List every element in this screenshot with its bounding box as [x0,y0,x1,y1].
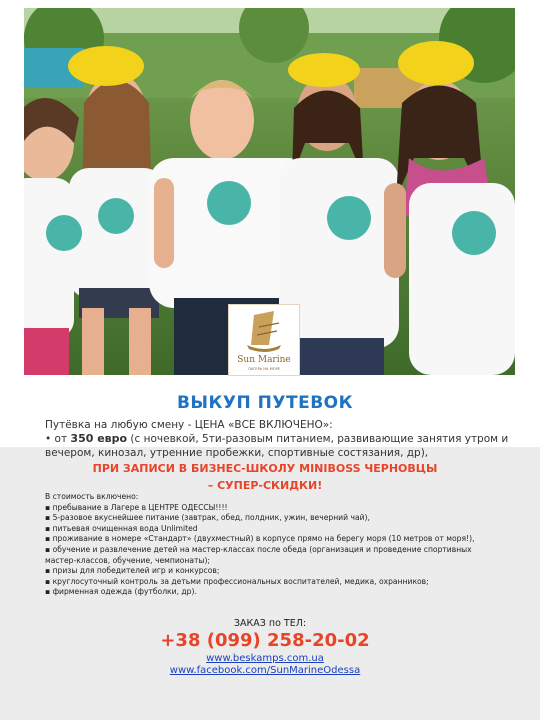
list-item: ▪ проживание в номере «Стандарт» (двухместный) в корпусе прямо на берегу моря (10 метров от моря!), [45,534,495,545]
included-list [45,503,495,598]
intro-price: 350 евро [70,432,128,445]
intro-text [45,418,515,460]
list-item: ▪ питьевая очищенная вода Unlimited [45,524,495,535]
list-item: ▪ 5-разовое вкуснейшее питание (завтрак, обед, полдник, ужин, вечерний чай), [45,513,495,524]
list-item: ▪ фирменная одежда (футболки, др). [45,587,495,598]
intro-line-2 [45,432,515,460]
intro-prefix: • от [45,433,71,445]
list-item: ▪ пребывание в Лагере в ЦЕНТРЕ ОДЕССЫ!!!! [45,503,495,514]
included-heading: В стоимость включено: [45,492,139,501]
phone-number: +38 (099) 258-20-02 [160,630,370,651]
page-title: ВЫКУП ПУТЕВОК [176,393,354,413]
promo-line-2: – СУПЕР-СКИДКИ! [207,479,323,492]
website-link[interactable]: www.beskamps.com.ua [206,653,324,664]
intro-line-1: Путёвка на любую смену - ЦЕНА «ВСЕ ВКЛЮЧЕНО»: [45,419,333,431]
logo-tagline: ЛАГЕРЬ НА МОРЕ [247,367,281,371]
order-label: ЗАКАЗ по ТЕЛ: [233,618,307,629]
list-item: ▪ обучение и развлечение детей на мастер-классах после обеда (организация и проведение спортивных мастер-классов, обучение, чемпионаты); [45,545,495,566]
promo-line-1: ПРИ ЗАПИСИ В БИЗНЕС-ШКОЛУ MINIBOSS ЧЕРНОВЦЫ [92,462,438,475]
facebook-link[interactable]: www.facebook.com/SunMarineOdessa [169,665,361,676]
list-item: ▪ круглосуточный контроль за детьми профессиональных воспитателей, медика, охранников; [45,577,495,588]
sun-marine-logo [228,304,300,376]
logo-name: Sun Marine [237,355,291,365]
included-section [45,492,495,598]
list-item: ▪ призы для победителей игр и конкурсов; [45,566,495,577]
intro-rest: (с ночевкой, 5ти-разовым питанием, развивающие занятия утром и вечером, кинозал, утренние пробежки, спортивные состязания, др), [45,433,509,459]
